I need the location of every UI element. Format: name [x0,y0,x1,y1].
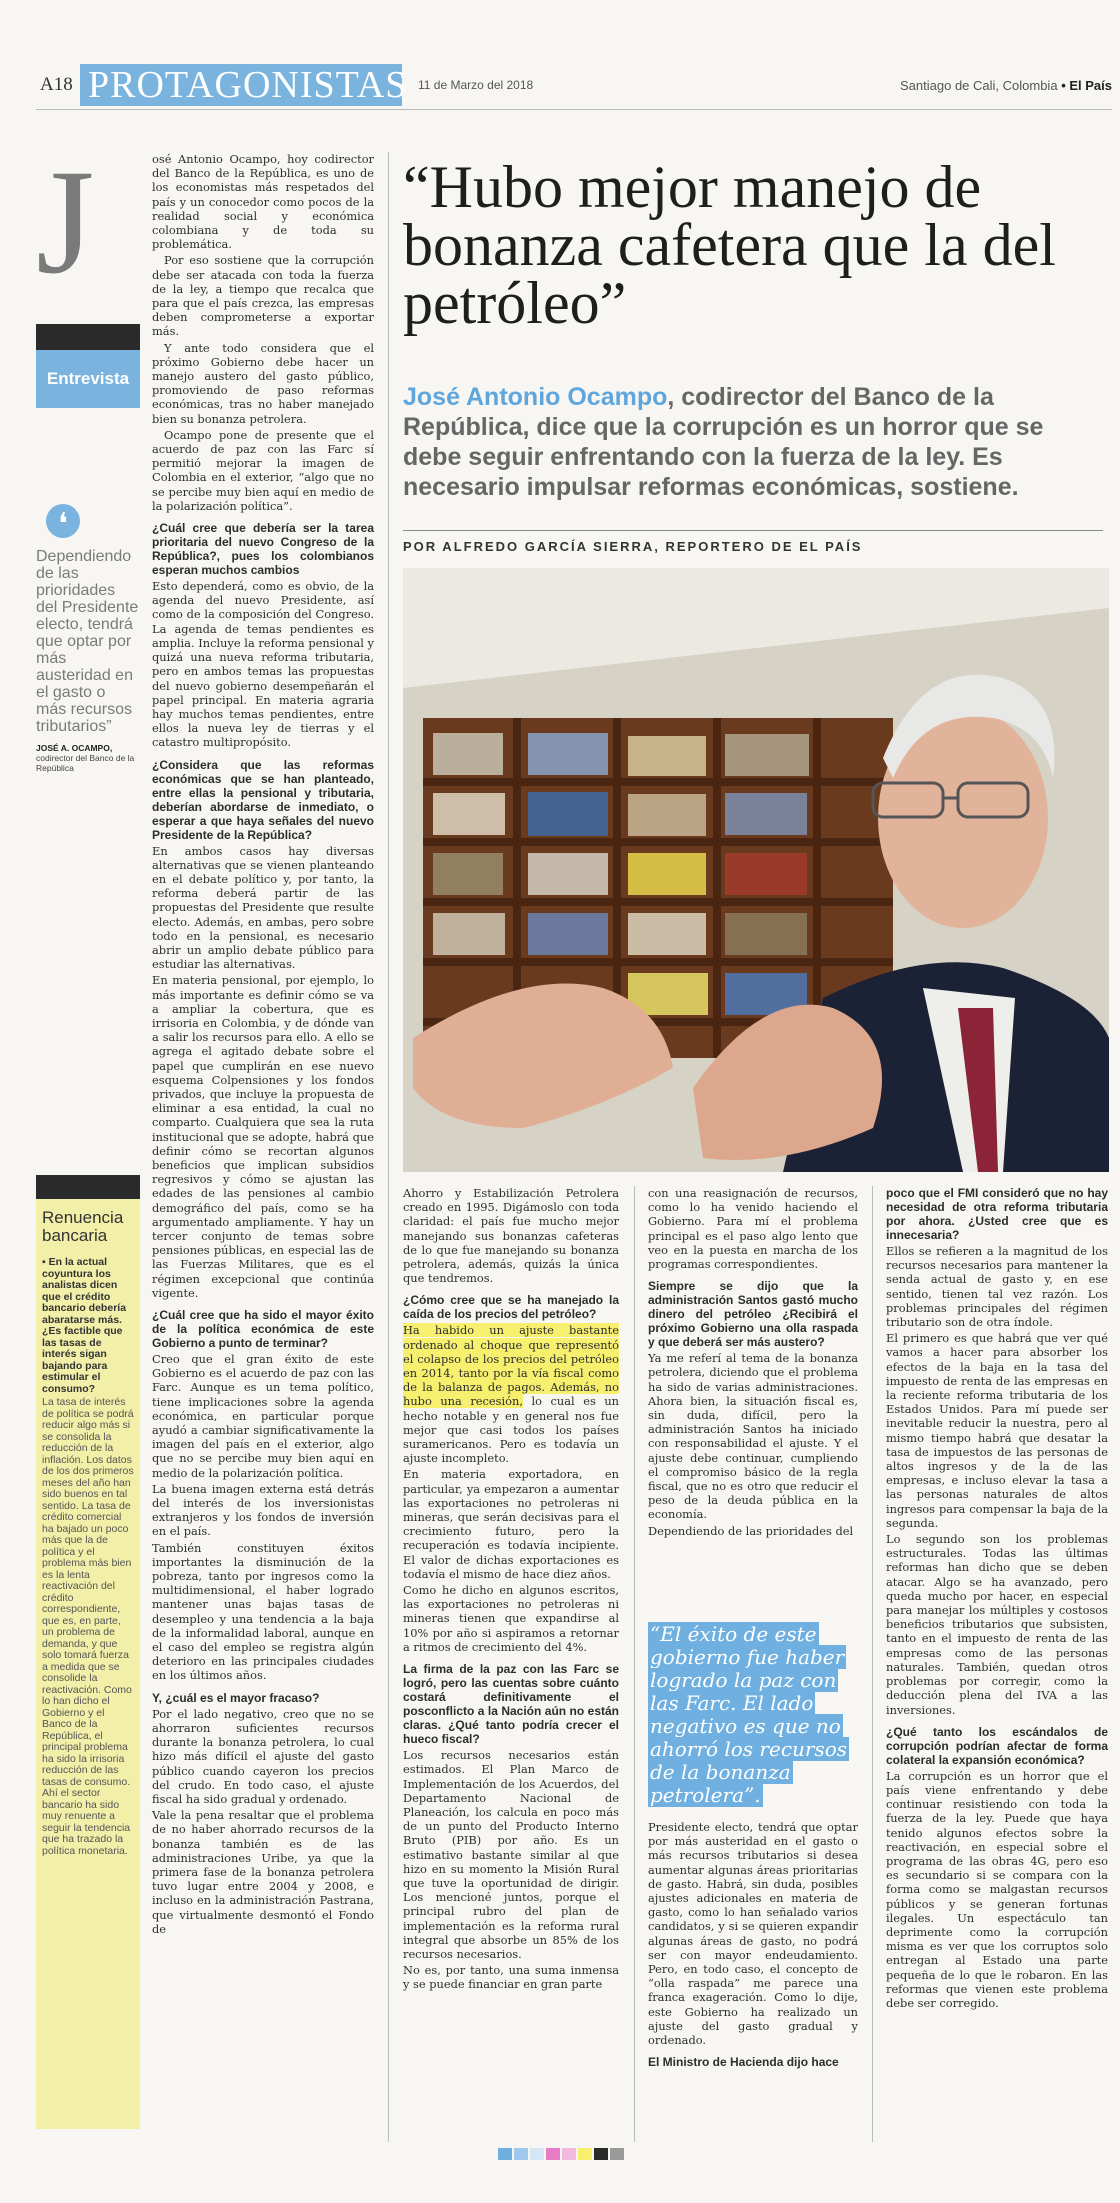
left-aside [36,139,146,773]
paragraph: La corrupción es un horror que el país viene enfrentando y debe continuar resistiendo con toda la fuerza de la ley. Puede que haya tenido algunos efectos sobre la reactivación, en especial sobre el programa de las obras 4G, pero eso es secundario si se compara con la forma como se malgastan recursos públicos y se generan fortunas ilegales. Un espectáculo tan deprimente como la corrupción misma es ver que los corruptos solo entregan al Estado una parte pequeña de lo que le robaron. En las reformas que vienen este problema debe ser corregido. [886,1768,1108,2010]
interview-question: ¿Cuál cree que debería ser la tarea prioritaria del nuevo Congreso de la República?, pues los colombianos esperan muchos cambios [152,521,374,578]
sidebar-question: ▪ En la actual coyuntura los analistas dicen que el crédito bancario debería abaratarse más. ¿Es factible que las tasas de interés sigan bajando para estimular el consumo? [42,1256,127,1395]
color-swatch [514,2148,528,2160]
dateline [900,78,1112,93]
section-banner: PROTAGONISTAS [80,64,402,106]
color-swatch [530,2148,544,2160]
paragraph: En ambos casos hay diversas alternativas que se vienen planteando en el debate político y, por tanto, la reforma deberá partir de las propuestas del Presidente que resulte electo. Además, en ambas, pero sobre todo en la pensional, es necesario abrir un amplio debate público para estudiar las alternativas. [152,843,374,972]
color-swatch [578,2148,592,2160]
sidebar-box [36,1199,140,2129]
paragraph: Ellos se refieren a la magnitud de los recursos necesarios para mantener la senda actual de gasto y, en ese sentido, tienen tal vez razón. Los problemas principales del régimen tributario son de otra índole. [886,1244,1108,1330]
paragraph: No es, por tanto, una suma inmensa y se puede financiar en gran parte [403,1963,619,1992]
side-quote-attribution [36,743,140,773]
publication-date: 11 de Marzo del 2018 [418,78,534,92]
deck-text: , codirector del Banco de la República, dice que la corrupción es un horror que se debe seguir enfrentando con la fuerza de la ley. Es necesario impulsar reformas económicas, sostiene. [403,383,1044,501]
portrait-photo [403,568,1109,1172]
interview-question: El Ministro de Hacienda dijo hace [648,2055,839,2070]
color-swatch [498,2148,512,2160]
attribution-name: JOSÉ A. OCAMPO, [36,743,113,753]
sidebar-header-bar [36,1175,140,1199]
color-swatch [610,2148,624,2160]
highlighted-text: Ha habido un ajuste bastante ordenado al choque que representó el colapso de los precios del petróleo en 2014, tanto por la vía fiscal como de la balanza de pagos. Además, no hubo una recesión, [403,1323,619,1409]
paragraph: Ya me referí al tema de la bonanza petrolera, diciendo que el problema ha sido de varias administraciones. Ahora bien, la situación fiscal es, sin duda, difícil, pero la administración Santos ha iniciado con responsabilidad el ajuste. Y el ajuste debe continuar, cumpliendo el compromiso básico de la regla fiscal, que no es otro que reducir el peso de la deuda pública en la economía. [648,1351,858,1522]
article-column-3-continued [648,1820,858,2071]
dropcap-bar [36,324,140,350]
paragraph [403,1323,619,1465]
page-number: A18 [40,74,73,95]
interview-question: ¿Cómo cree que se ha manejado la caída de los precios del petróleo? [403,1293,619,1322]
paragraph: Dependiendo de las prioridades del [648,1523,854,1538]
sidebar-title: Renuencia bancaria [42,1208,124,1245]
interview-question: Y, ¿cuál es el mayor fracaso? [152,1690,320,1705]
interview-question: ¿Qué tanto los escándalos de corrupción podrían afectar de forma colateral la expansión económica? [886,1724,1108,1767]
portrait-photo-illustration [403,568,1109,1172]
interview-question: ¿Cuál cree que ha sido el mayor éxito de la política económica de este Gobierno a punto de terminar? [152,1308,374,1351]
paragraph: En materia exportadora, en particular, ya empezaron a aumentar las exportaciones no petroleras ni mineras, que serán decisivas para el crecimiento futuro, pero la recuperación es todavía incipiente. El valor de dichas exportaciones es todavía el mismo de hace diez años. [403,1467,619,1581]
color-swatch [594,2148,608,2160]
interview-question: La firma de la paz con las Farc se logró, pero las cuentas sobre cuánto costará definitivamente el posconflicto a la Nación aún no están claras. ¿Qué tanto podría crecer el hueco fiscal? [403,1662,619,1747]
attribution-role: codirector del Banco de la República [36,753,135,773]
paragraph: Esto dependerá, como es obvio, de la agenda del nuevo Presidente, así como de la composición del Congreso. La agenda de temas pendientes es amplia. Incluye la reforma pensional y quizá una nueva reforma tributaria, pero en ambos temas las propuestas del nuevo gobierno desempeñarán el papel principal. En materia agraria hay muchos temas pendientes, entre ellos la nueva ley de tierras y el catastro multipropósito. [152,579,374,750]
column-rule [388,152,389,2142]
article-column-2 [403,1186,619,1994]
color-swatch [546,2148,560,2160]
paragraph: Ahorro y Estabilización Petrolera creado en 1995. Digámoslo con toda claridad: el país fue mucho mejor manejando sus bonanzas cafeteras de lo que fue manejando su bonanza petrolera, además, quizás la única que tendremos. [403,1186,619,1286]
paragraph: Como he dicho en algunos escritos, las exportaciones no petroleras ni mineras tienen que expandirse al 10% por año si aspiramos a retornar a ritmos de crecimiento del 4%. [403,1583,619,1654]
masthead [36,62,1112,110]
deck-name: José Antonio Ocampo [403,383,668,411]
paragraph: El primero es que habrá que ver qué vamos a hacer para absorber los efectos de la baja en la tasa del impuesto de renta de las empresas en la reciente reforma tributaria de los Estados Unidos. Para mí puede ser inevitable reducir la nuestra, pero al mismo tiempo habrá que desatar la tasa de impuestos de las personas de altos ingresos y de la de las empresas, e incluso elevar la tasa a las personas naturales de altos ingresos para compensar la baja de la segunda. [886,1331,1108,1530]
interview-tag: Entrevista [36,350,140,408]
pull-quote-text: “El éxito de este gobierno fue haber logrado la paz con las Farc. El lado negativo es que no ahorró los recursos de la bonanza petrolera”. [650,1622,848,1807]
paragraph: Por eso sostiene que la corrupción debe ser atacada con toda la fuerza de la ley, a tiempo que recalca que para que el país crezca, las empresas deben comprometerse a exportar más. [152,253,374,339]
interview-question: Siempre se dijo que la administración Santos gastó mucho dinero del petróleo ¿Recibirá el próximo Gobierno una olla raspada y que deberá ser más austero? [648,1279,858,1350]
paragraph-text: lo cual es un hecho notable y en general nos fue mejor que casi todos los países suramericanos. Pero es todavía un ajuste incompleto. [403,1394,619,1466]
paragraph: Creo que el gran éxito de este Gobierno es el acuerdo de paz con las Farc. Aunque es un tema político, tiene implicaciones sobre la agenda económica, en particular porque ayudó a cambiar significativamente la imagen del país en el exterior, algo que no se percibe muy bien aquí en medio de la polarización política. [152,1352,374,1480]
quote-mark-icon: ❛ [46,504,80,538]
paragraph: La buena imagen externa está detrás del interés de los inversionistas extranjeros y los fondos de inversión en el país. [152,1481,374,1539]
article-column-3 [648,1186,858,1540]
byline: POR ALFREDO GARCÍA SIERRA, REPORTERO DE EL PAÍS [403,530,1103,554]
paragraph: Y ante todo considera que el próximo Gobierno debe hacer un manejo austero del gasto público, promoviendo de paso reformas económicas, tras no haber manejado bien su bonanza petrolera. [152,340,374,426]
paragraph: Lo segundo son los problemas estructurales. Todas las últimas reformas han dicho que se deben atacar. Algo se ha avanzado, pero queda mucho por hacer, en especial para manejar los múltiples y costosos beneficios tributarios que subsisten, tanto en el impuesto de renta de las empresas como de las personas naturales. También, quedan otros problemas por corregir, como la deducción plena del IVA a las inversiones. [886,1532,1108,1717]
interview-question: ¿Considera que las reformas económicas que se han planteado, entre ellas la pensional y tributaria, deberían abordarse de inmediato, o esperar a que haya señales del nuevo Presidente de la República? [152,757,374,842]
color-swatch [562,2148,576,2160]
article-column-1 [152,152,374,1938]
newspaper-name: • El País [1061,78,1112,93]
paragraph: con una reasignación de recursos, como lo ha venido haciendo el Gobierno. Para mí el problema principal es el paso algo lento que veo en la puesta en marcha de los programas correspondientes. [648,1186,858,1272]
paragraph: Los recursos necesarios están estimados. El Plan Marco de Implementación de los Acuerdos, del Departamento Nacional de Planeación, los calcula en poco más de un punto del Producto Interno Bruto (PIB) por año. Es un estimativo bastante similar al que hizo en su momento la Misión Rural que tuve la oportunidad de dirigir. Los mencioné juntos, porque el principal rubro del plan de implementación es la reforma rural integral que absorbe un 85% de los recursos necesarios. [403,1748,619,1961]
dateline-place: Santiago de Cali, Colombia [900,78,1058,93]
article-column-4 [886,1186,1108,2012]
paragraph: Ocampo pone de presente que el acuerdo de paz con las Farc sí permitió mejorar la imagen de Colombia en el exterior, “algo que no se percibe muy bien aquí en medio de la polarización política”. [152,427,374,513]
paragraph: Por el lado negativo, creo que no se ahorraron suficientes recursos durante la bonanza petrolera, lo cual hizo más difícil el ajuste del gasto público cuando cayeron los precios del crudo. En todo caso, el ajuste fiscal ha sido gradual y ordenado. [152,1706,374,1806]
pull-quote [648,1623,856,1807]
side-quote: Dependiendo de las prioridades del Presidente electo, tendrá que optar por más austeridad en el gasto o más recursos tributarios” [36,548,139,735]
deck [403,382,1103,502]
sidebar-answer: La tasa de interés de política se podrá reducir algo más si se consolida la reducción de la inflación. Los datos de los dos primeros meses del año han sido buenos en tal sentido. La tasa de crédito comercial ha bajado un poco más que la de política y el problema más bien es la lenta reactivación del crédito correspondiente, que es, en parte, un problema de demanda, y que solo tomará fuerza a medida que se consolide la reactivación. Como lo han dicho el Gobierno y el Banco de la República, el principal problema ha sido la irrisoria reducción de las tasas de consumo. Ahí el sector bancario ha sido muy renuente a seguir la tendencia que ha trazado la política monetaria. [42,1396,134,1857]
paragraph: Vale la pena resaltar que el problema de no haber ahorrado recursos de la bonanza también es de las administraciones Uribe, ya que la primera fase de la bonanza petrolera tuvo lugar entre 2004 y 2008, e incluso en la administración Pastrana, que virtualmente desmontó el Fondo de [152,1808,374,1936]
paragraph: Presidente electo, tendrá que optar por más austeridad en el gasto o más recursos tributarios si desea aumentar algunas áreas prioritarias de gasto. Habrá, sin duda, posibles ajustes adicionales en materia de gasto, como lo han señalado varios candidatos, y si se quieren expandir algunas áreas de gasto, no podrá ser con mayor endeudamiento. Pero, en todo caso, el concepto de “olla raspada” me parece una franca exageración. Como lo dije, este Gobierno ha realizado un ajuste del gasto gradual y ordenado. [648,1820,858,2048]
drop-cap: J [36,139,95,305]
headline: “Hubo mejor manejo de bonanza cafetera que la del petróleo” [403,154,1056,336]
paragraph: En materia pensional, por ejemplo, lo más importante es definir cómo se va a ampliar la cobertura, que es irrisoria en Colombia, y de dónde van a salir los recursos para ello. A ello se agrega el agitado debate sobre el papel que cumplirán en ese nuevo esquema Colpensiones y los fondos privados, que incluye la propuesta de eliminar a esa entidad, la cual no comparto. Cualquiera que sea la ruta institucional que se adopte, habrá que definir cómo se recortan algunos beneficios que implican subsidios regresivos y cómo se ajustan las edades de las pensiones al cambio demográfico del país, como se ha argumentado ampliamente. Y hay un tercer conjunto de temas sobre pensiones públicas, en especial las de las Fuerzas Militares, que es el régimen excepcional que continúa vigente. [152,973,374,1300]
column-rule [634,1186,635,2142]
interview-question: poco que el FMI consideró que no hay necesidad de otra reforma tributaria por ahora. ¿Usted cree que es innecesaria? [886,1186,1108,1242]
paragraph: osé Antonio Ocampo, hoy codirector del Banco de la República, es uno de los economistas más respetados del país y un conocedor como pocos de la realidad social y económica colombiana y de toda su problemática. [152,152,374,252]
column-rule [872,1186,873,2142]
paragraph: También constituyen éxitos importantes la disminución de la pobreza, tanto por ingresos como la multidimensional, el haber logrado mantener unas bajas tasas de desempleo y una tendencia a la baja de la informalidad laboral, aunque en el caso del empleo se registra algún deterioro en las principales ciudades en los últimos años. [152,1540,374,1683]
